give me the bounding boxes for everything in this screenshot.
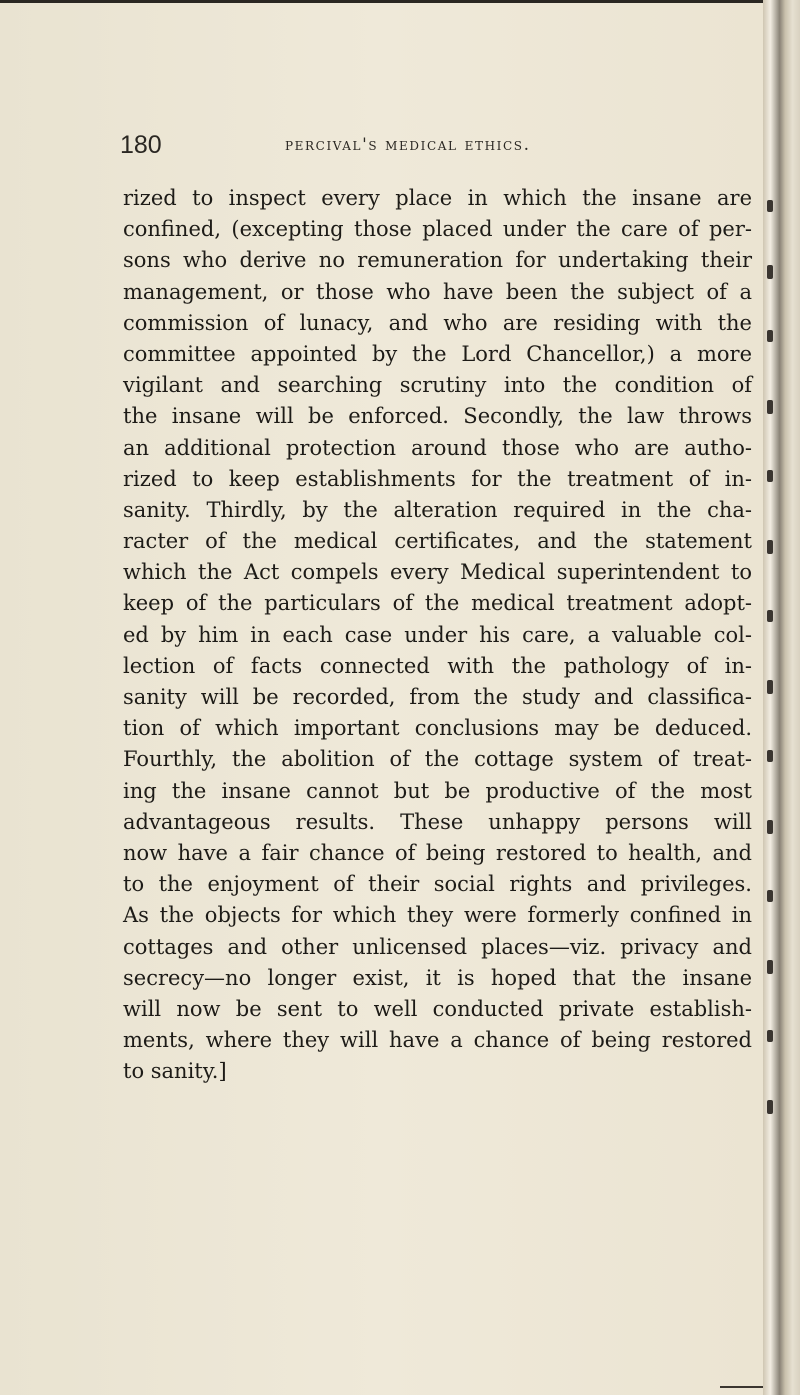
text-line: to the enjoyment of their social rights and privileges.	[123, 872, 752, 897]
text-line: committee appointed by the Lord Chancellor,) a more	[123, 341, 752, 366]
text-line: ing the insane cannot but be productive of the most	[123, 778, 752, 803]
edge-mark	[767, 330, 773, 342]
text-line: an additional protection around those who are autho-	[123, 435, 752, 460]
text-line-last: to sanity.]	[123, 1059, 227, 1084]
text-line: lection of facts connected with the pathology of in-	[123, 653, 752, 678]
running-title: percival's medical ethics.	[285, 135, 531, 155]
edge-mark	[767, 470, 773, 482]
text-line: ments, where they will have a chance of being restored	[123, 1028, 752, 1053]
edge-mark	[767, 1100, 773, 1114]
page-edge-binding	[763, 0, 800, 1395]
body-paragraph	[123, 183, 752, 1087]
text-line: cottages and other unlicensed places—viz. privacy and	[123, 934, 752, 959]
text-line: the insane will be enforced. Secondly, the law throws	[123, 404, 752, 429]
edge-mark	[767, 265, 773, 279]
edge-mark	[767, 750, 773, 762]
text-line: sanity will be recorded, from the study and classifica-	[123, 685, 752, 709]
edge-mark	[767, 890, 773, 902]
page-header	[120, 131, 760, 161]
page-number: 180	[120, 131, 162, 159]
text-line: sons who derive no remuneration for undertaking their	[123, 248, 752, 273]
text-line: commission of lunacy, and who are residing with the	[123, 310, 752, 335]
edge-mark	[767, 820, 773, 834]
edge-mark	[767, 200, 773, 212]
text-line: keep of the particulars of the medical treatment adopt-	[123, 591, 752, 616]
edge-mark	[767, 1030, 773, 1042]
edge-mark	[767, 680, 773, 694]
text-line: vigilant and searching scrutiny into the condition of	[123, 373, 752, 398]
edge-mark	[767, 960, 773, 974]
text-line: advantageous results. These unhappy persons will	[123, 809, 752, 834]
text-line: rized to inspect every place in which the insane are	[123, 186, 752, 210]
text-line: rized to keep establishments for the treatment of in-	[123, 466, 752, 491]
text-line: will now be sent to well conducted private establish-	[123, 996, 752, 1021]
text-line: tion of which important conclusions may be deduced.	[123, 716, 752, 741]
edge-mark	[767, 610, 773, 622]
text-line: ed by him in each case under his care, a valuable col-	[123, 622, 752, 647]
edge-mark	[767, 540, 773, 554]
text-line: now have a fair chance of being restored to health, and	[123, 840, 752, 865]
text-line: sanity. Thirdly, by the alteration required in the cha-	[123, 497, 752, 522]
top-edge-rule	[0, 0, 775, 3]
text-line: which the Act compels every Medical superintendent to	[123, 560, 752, 585]
text-line: As the objects for which they were formerly confined in	[123, 903, 752, 928]
text-line: confined, (excepting those placed under the care of per-	[123, 217, 752, 242]
edge-mark	[767, 400, 773, 414]
bottom-edge-rule	[720, 1386, 768, 1388]
text-line: racter of the medical certificates, and the statement	[123, 529, 752, 554]
text-line: Fourthly, the abolition of the cottage system of treat-	[123, 747, 752, 772]
text-line: secrecy—no longer exist, it is hoped that the insane	[123, 965, 752, 990]
text-line: management, or those who have been the subject of a	[123, 279, 752, 304]
